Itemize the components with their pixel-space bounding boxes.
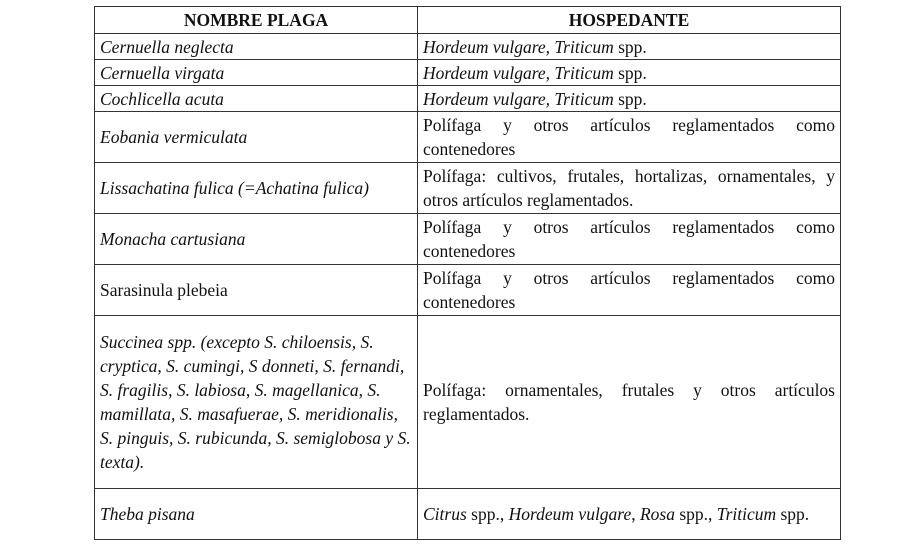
host-cell xyxy=(418,60,841,86)
pest-name-cell: Succinea spp. (excepto S. chiloensis, S. cryptica, S. cumingi, S donneti, S. fernandi, S. fragilis, S. labiosa, S. magellanica, S. mamillata, S. masafuerae, S. meridionalis, S. pinguis, S. rubicunda, S. semiglobosa y S. texta). xyxy=(95,316,418,489)
host-text-segment: Polífaga y otros artículos reglamentados como contenedores xyxy=(423,115,835,159)
host-text-segment: Triticum xyxy=(716,504,777,524)
host-cell xyxy=(418,214,841,265)
host-cell xyxy=(418,112,841,163)
host-text-segment: Citrus xyxy=(423,504,467,524)
header-pest-name: NOMBRE PLAGA xyxy=(95,7,418,34)
host-text-segment: Polífaga y otros artículos reglamentados como contenedores xyxy=(423,217,835,261)
table-row xyxy=(95,163,841,214)
table-row xyxy=(95,86,841,112)
host-text-segment: spp., xyxy=(466,504,509,524)
host-cell xyxy=(418,265,841,316)
pest-name-cell: Cernuella neglecta xyxy=(95,34,418,60)
host-cell xyxy=(418,86,841,112)
host-text-segment: spp. xyxy=(776,504,810,524)
table-row xyxy=(95,34,841,60)
host-text-segment: Hordeum vulgare, Triticum xyxy=(423,62,614,83)
table-row xyxy=(95,214,841,265)
table-row xyxy=(95,60,841,86)
pest-name-cell: Cochlicella acuta xyxy=(95,86,418,112)
host-text-segment: Rosa xyxy=(639,504,675,524)
table-row xyxy=(95,112,841,163)
host-cell xyxy=(418,163,841,214)
host-text-segment: Hordeum vulgare xyxy=(508,504,632,524)
host-text-segment: spp., xyxy=(674,504,717,524)
host-text-segment: spp. xyxy=(613,62,647,83)
pest-name-cell: Sarasinula plebeia xyxy=(95,265,418,316)
pest-name-cell: Monacha cartusiana xyxy=(95,214,418,265)
host-text-segment: Polífaga: ornamentales, frutales y otros artículos reglamentados. xyxy=(423,380,835,424)
header-host: HOSPEDANTE xyxy=(418,7,841,34)
host-text-segment: , xyxy=(631,504,640,524)
host-text-segment: Polífaga: cultivos, frutales, hortalizas, ornamentales, y otros artículos reglamentados. xyxy=(423,166,835,210)
host-cell xyxy=(418,489,841,540)
host-text-segment: Hordeum vulgare, Triticum xyxy=(423,88,614,109)
host-text-segment: Hordeum vulgare, Triticum xyxy=(423,36,614,57)
host-text-segment: Polífaga y otros artículos reglamentados como contenedores xyxy=(423,268,835,312)
host-text-segment: spp. xyxy=(613,36,647,57)
host-cell xyxy=(418,316,841,489)
host-cell xyxy=(418,34,841,60)
table-row xyxy=(95,316,841,489)
table-row xyxy=(95,265,841,316)
pest-host-table xyxy=(94,6,841,540)
pest-name-cell: Cernuella virgata xyxy=(95,60,418,86)
pest-name-cell: Theba pisana xyxy=(95,489,418,540)
table-row xyxy=(95,489,841,540)
table-header-row xyxy=(95,7,841,34)
host-text-segment: spp. xyxy=(613,88,647,109)
pest-name-cell: Eobania vermiculata xyxy=(95,112,418,163)
pest-name-cell: Lissachatina fulica (=Achatina fulica) xyxy=(95,163,418,214)
